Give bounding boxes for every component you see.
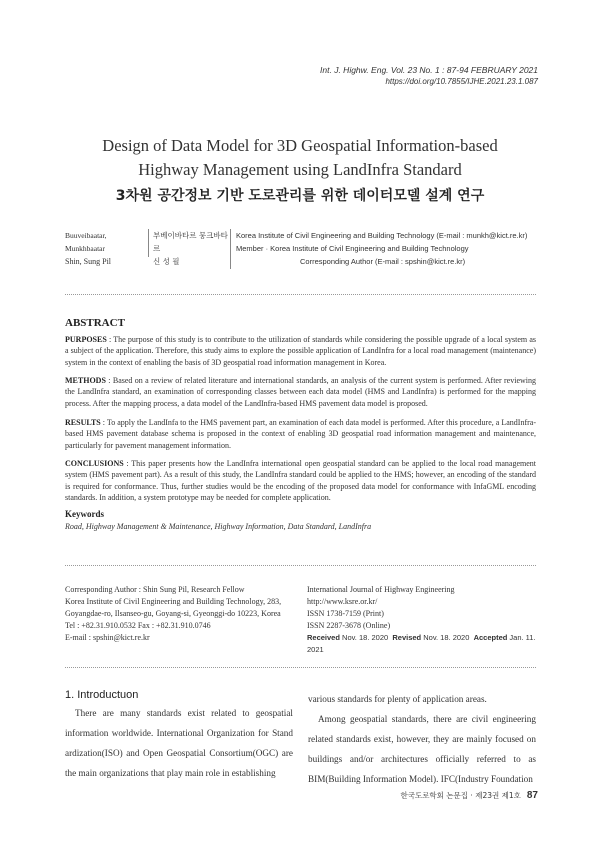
abstract-purposes <box>65 334 536 368</box>
conclusions-text: : This paper presents how the LandInfra international open geospatial standard can be applied to the local road management system (HMS pavement part). As a result of this study, the LandInfra standard could be applied to the HMS; however, an encoding of the standard is required for conformance. Thus, further studies would be the encoding of the proposed data model for conformance with InfaGML encoding standards. In addition, a system prototype may be needed for complete application. <box>65 459 536 502</box>
revised-date: Nov. 18. 2020 <box>423 633 470 642</box>
author-1-affiliation: Korea Institute of Civil Engineering and Building Technology (E-mail : munkh@kict.re.kr) <box>236 231 528 240</box>
keywords: Road, Highway Management & Maintenance, Highway Information, Data Standard, LandInfra <box>65 522 372 531</box>
title-en-line1: Design of Data Model for 3D Geospatial Information-based <box>102 136 498 155</box>
footnote-left-email: E-mail : spshin@kict.re.kr <box>65 633 150 642</box>
methods-text: : Based on a review of related literature and international standards, an analysis of the current system is performed. After reviewing the LandInfra standard, an examination of corresponding classes between each data model (HMS and LandInfra) is performed for the mapping process. After the mapping process, a data model of the LandInfra-based HMS pavement data model is proposed. <box>65 376 536 408</box>
citation: Int. J. Highw. Eng. Vol. 23 No. 1 : 87-94 FEBRUARY 2021 <box>320 65 538 75</box>
section-title: 1. Introductuon <box>65 689 139 701</box>
divider-top <box>65 294 536 295</box>
revised-label: Revised <box>392 633 422 642</box>
accepted-date: Jan. 11. 2021 <box>307 633 536 654</box>
body-left-column: There are many standards exist related to geospatial information worldwide. International Organization for Stand ardization(ISO) and Open Geospatial Consortium(OGC) are the main organizations that play main role in establishing <box>65 708 293 778</box>
footnote-journal: International Journal of Highway Engineering <box>307 585 455 594</box>
abstract-methods <box>65 375 536 409</box>
purposes-text: : The purpose of this study is to contribute to the utilization of standards while considering the possible upgrade of a local system as a subject of the application. Therefore, this study aims to explore the possible application of LandInfra for a local road management (maintenance) system in the context of enabling the basis of 3D geospatial road information management in Korea. <box>65 335 536 367</box>
author-affiliations <box>236 229 536 268</box>
received-label: Received <box>307 633 340 642</box>
footnote-left-line: Korea Institute of Civil Engineering and Building Technology, 283, <box>65 597 282 606</box>
keywords-heading: Keywords <box>65 509 104 519</box>
footnote-left-line: Goyangdae-ro, Ilsanseo-gu, Goyang-si, Gyeonggi-do 10223, Korea <box>65 609 281 618</box>
divider-middle <box>65 565 536 566</box>
results-text: : To apply the LandInfa to the HMS pavement part, an examination of each data model is performed. After this procedure, a LandInfra-based HMS pavement database schema is proposed in the context of enabling 3D geospatial road information management and maintenance, particularly for pavement management information. <box>65 418 536 450</box>
body-right-column-1: various standards for plenty of application areas. <box>308 694 487 704</box>
footer-journal-ko: 한국도로학회 논문집 · 제23권 제1호 <box>400 791 521 800</box>
footnote-dates <box>307 632 536 656</box>
author-divider-2 <box>230 229 231 269</box>
page-footer <box>400 790 538 801</box>
author-names-en <box>65 229 147 268</box>
accepted-label: Accepted <box>473 633 508 642</box>
footnote-issn-print: ISSN 1738-7159 (Print) <box>307 609 384 618</box>
divider-bottom <box>65 667 536 668</box>
title-ko: 3차원 공간정보 기반 도로관리를 위한 데이터모델 설계 연구 <box>115 188 485 204</box>
journal-header <box>320 64 538 88</box>
conclusions-label: CONCLUSIONS <box>65 459 124 468</box>
footnote-left-line: Corresponding Author : Shin Sung Pil, Research Fellow <box>65 585 245 594</box>
abstract-heading: ABSTRACT <box>65 317 125 329</box>
footnote-right <box>307 584 536 656</box>
author-2-name-en: Shin, Sung Pil <box>65 257 112 266</box>
author-2-affiliation: Member · Korea Institute of Civil Engineering and Building Technology <box>236 244 469 253</box>
footnote-left <box>65 584 305 644</box>
author-divider-1 <box>148 229 149 257</box>
abstract-conclusions <box>65 458 536 503</box>
methods-label: METHODS <box>65 376 106 385</box>
author-1-name-en: Buuveibaatar, Munkhbaatar <box>65 231 107 253</box>
page-number: 87 <box>526 790 538 801</box>
received-date: Nov. 18. 2020 <box>342 633 389 642</box>
footnote-url: http://www.ksre.or.kr/ <box>307 597 378 606</box>
abstract-results <box>65 417 536 451</box>
author-2-name-ko: 신 성 필 <box>153 257 180 266</box>
author-1-name-ko: 부베이바타르 뭉크바타르 <box>153 231 228 253</box>
author-names-ko <box>153 229 233 268</box>
purposes-label: PURPOSES <box>65 335 107 344</box>
results-label: RESULTS <box>65 418 101 427</box>
title-en-line2: Highway Management using LandInfra Standard <box>138 160 462 179</box>
footnote-left-line: Tel : +82.31.910.0532 Fax : +82.31.910.0746 <box>65 621 211 630</box>
doi: https://doi.org/10.7855/IJHE.2021.23.1.087 <box>385 77 538 86</box>
footnote-issn-online: ISSN 2287-3678 (Online) <box>307 621 391 630</box>
body-right-column-2: Among geospatial standards, there are civil engineering related standards exist, however, they are mainly focused on buildings and/or architectures officially referred to as BIM(Building Information Model). IFC(Industry Foundation <box>308 714 536 784</box>
author-2-corresponding: Corresponding Author (E-mail : spshin@kict.re.kr) <box>300 257 466 266</box>
